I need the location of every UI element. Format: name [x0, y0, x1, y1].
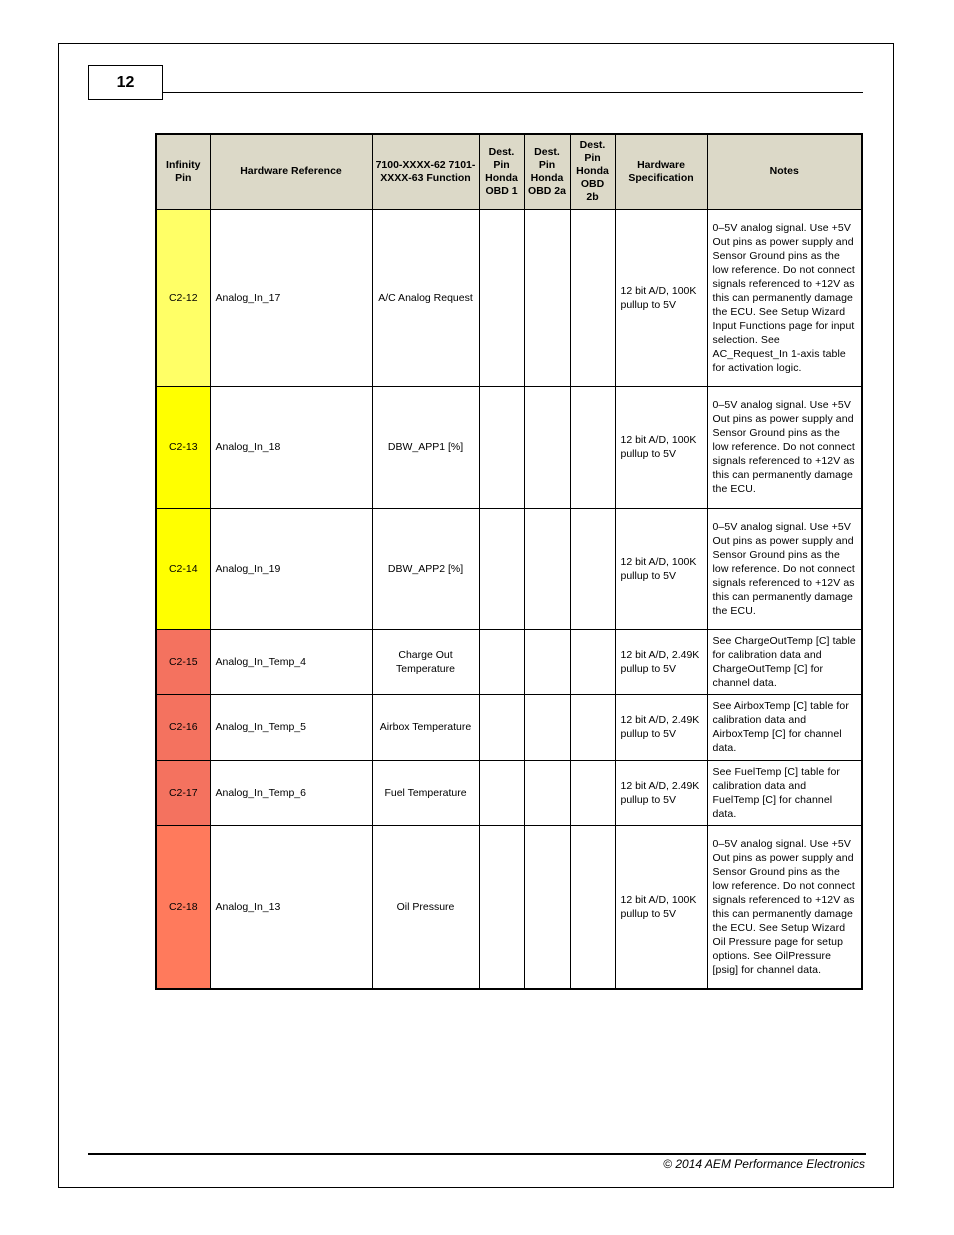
- header-notes: Notes: [707, 134, 862, 209]
- footer-rule: [88, 1153, 866, 1155]
- hardware-reference-cell: Analog_In_18: [210, 386, 372, 508]
- table-row: [156, 760, 862, 825]
- obd2b-cell: [570, 386, 615, 508]
- hardware-reference-cell: Analog_In_Temp_4: [210, 629, 372, 694]
- header-hardware-specification: Hardware Specification: [615, 134, 707, 209]
- function-cell: Airbox Temperature: [372, 694, 479, 760]
- function-cell: Fuel Temperature: [372, 760, 479, 825]
- table-row: [156, 508, 862, 629]
- obd2a-cell: [524, 629, 570, 694]
- spec-cell: 12 bit A/D, 100K pullup to 5V: [615, 508, 707, 629]
- pin-cell: C2-16: [156, 694, 210, 760]
- pin-cell: C2-14: [156, 508, 210, 629]
- obd1-cell: [479, 508, 524, 629]
- hardware-reference-cell: Analog_In_17: [210, 209, 372, 386]
- notes-cell: See FuelTemp [C] table for calibration data and FuelTemp [C] for channel data.: [707, 760, 862, 825]
- notes-cell: See ChargeOutTemp [C] table for calibration data and ChargeOutTemp [C] for channel data.: [707, 629, 862, 694]
- spec-cell: 12 bit A/D, 2.49K pullup to 5V: [615, 629, 707, 694]
- header-obd2a: Dest. Pin Honda OBD 2a: [524, 134, 570, 209]
- pinout-table: [155, 133, 863, 990]
- hardware-reference-cell: Analog_In_19: [210, 508, 372, 629]
- obd1-cell: [479, 694, 524, 760]
- obd2a-cell: [524, 508, 570, 629]
- spec-cell: 12 bit A/D, 100K pullup to 5V: [615, 209, 707, 386]
- obd1-cell: [479, 386, 524, 508]
- hardware-reference-cell: Analog_In_13: [210, 825, 372, 989]
- header-infinity-pin: Infinity Pin: [156, 134, 210, 209]
- obd1-cell: [479, 825, 524, 989]
- function-cell: A/C Analog Request: [372, 209, 479, 386]
- table-row: [156, 209, 862, 386]
- table-header-row: [156, 134, 862, 209]
- function-cell: Charge Out Temperature: [372, 629, 479, 694]
- hardware-reference-cell: Analog_In_Temp_5: [210, 694, 372, 760]
- notes-cell: 0–5V analog signal. Use +5V Out pins as power supply and Sensor Ground pins as the low reference. Do not connect signals referenced to +12V as this can permanently damage the ECU.: [707, 508, 862, 629]
- obd1-cell: [479, 209, 524, 386]
- obd2b-cell: [570, 209, 615, 386]
- header-function: 7100-XXXX-62 7101-XXXX-63 Function: [372, 134, 479, 209]
- table-row: [156, 694, 862, 760]
- pin-cell: C2-15: [156, 629, 210, 694]
- obd2b-cell: [570, 508, 615, 629]
- pin-cell: C2-18: [156, 825, 210, 989]
- obd2a-cell: [524, 386, 570, 508]
- spec-cell: 12 bit A/D, 100K pullup to 5V: [615, 386, 707, 508]
- notes-cell: See AirboxTemp [C] table for calibration data and AirboxTemp [C] for channel data.: [707, 694, 862, 760]
- obd2a-cell: [524, 825, 570, 989]
- notes-cell: 0–5V analog signal. Use +5V Out pins as power supply and Sensor Ground pins as the low reference. Do not connect signals referenced to +12V as this can permanently damage the ECU.: [707, 386, 862, 508]
- function-cell: DBW_APP1 [%]: [372, 386, 479, 508]
- obd2b-cell: [570, 629, 615, 694]
- pin-cell: C2-17: [156, 760, 210, 825]
- function-cell: Oil Pressure: [372, 825, 479, 989]
- spec-cell: 12 bit A/D, 2.49K pullup to 5V: [615, 760, 707, 825]
- obd1-cell: [479, 629, 524, 694]
- obd2a-cell: [524, 760, 570, 825]
- obd2b-cell: [570, 760, 615, 825]
- obd2b-cell: [570, 694, 615, 760]
- obd2a-cell: [524, 209, 570, 386]
- obd2a-cell: [524, 694, 570, 760]
- obd1-cell: [479, 760, 524, 825]
- notes-cell: 0–5V analog signal. Use +5V Out pins as power supply and Sensor Ground pins as the low reference. Do not connect signals referenced to +12V as this can permanently damage the ECU. See Setup Wizard Oil Pressure page for setup options. See OilPressure [psig] for channel data.: [707, 825, 862, 989]
- obd2b-cell: [570, 825, 615, 989]
- table-row: [156, 629, 862, 694]
- table-row: [156, 386, 862, 508]
- notes-cell: 0–5V analog signal. Use +5V Out pins as power supply and Sensor Ground pins as the low reference. Do not connect signals referenced to +12V as this can permanently damage the ECU. See Setup Wizard Input Functions page for input selection. See AC_Request_In 1-axis table for activation logic.: [707, 209, 862, 386]
- footer-copyright: © 2014 AEM Performance Electronics: [663, 1157, 865, 1171]
- hardware-reference-cell: Analog_In_Temp_6: [210, 760, 372, 825]
- spec-cell: 12 bit A/D, 2.49K pullup to 5V: [615, 694, 707, 760]
- table-row: [156, 825, 862, 989]
- spec-cell: 12 bit A/D, 100K pullup to 5V: [615, 825, 707, 989]
- page-number: 12: [88, 65, 163, 100]
- pin-cell: C2-13: [156, 386, 210, 508]
- function-cell: DBW_APP2 [%]: [372, 508, 479, 629]
- header-hardware-reference: Hardware Reference: [210, 134, 372, 209]
- pin-cell: C2-12: [156, 209, 210, 386]
- header-obd2b: Dest. Pin Honda OBD 2b: [570, 134, 615, 209]
- header-obd1: Dest. Pin Honda OBD 1: [479, 134, 524, 209]
- header-rule: [163, 92, 863, 93]
